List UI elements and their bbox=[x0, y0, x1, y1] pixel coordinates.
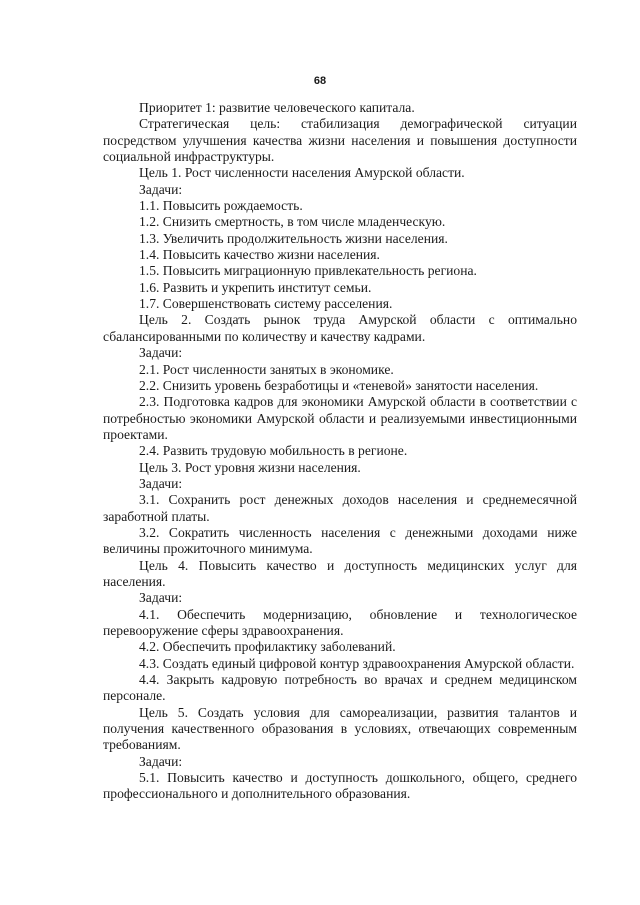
task-1-2: 1.2. Снизить смертность, в том числе младенческую. bbox=[139, 214, 446, 230]
tasks-label: Задачи: bbox=[139, 181, 183, 197]
strategic-goal: Стратегическая цель: стабилизация демографической ситуации посредством улучшения качества жизни населения и повышения доступности социальной инфраструктуры. bbox=[103, 116, 577, 165]
task-4-4: 4.4. Закрыть кадровую потребность во врачах и среднем медицинском персонале. bbox=[103, 672, 577, 704]
task-1-3: 1.3. Увеличить продолжительность жизни населения. bbox=[139, 230, 448, 246]
page-number: 68 bbox=[313, 75, 327, 87]
task-4-2: 4.2. Обеспечить профилактику заболеваний. bbox=[139, 639, 396, 655]
task-1-7: 1.7. Совершенствовать систему расселения. bbox=[139, 296, 393, 312]
task-4-1: 4.1. Обеспечить модернизацию, обновление и технологическое перевооружение сферы здравоохранения. bbox=[103, 606, 577, 638]
priority-heading: Приоритет 1: развитие человеческого капитала. bbox=[139, 100, 415, 115]
document-body bbox=[103, 100, 577, 803]
task-3-2: 3.2. Сократить численность населения с денежными доходами ниже величины прожиточного минимума. bbox=[103, 524, 577, 557]
tasks-label: Задачи: bbox=[139, 590, 183, 606]
task-1-4: 1.4. Повысить качество жизни населения. bbox=[139, 247, 380, 263]
goal-1: Цель 1. Рост численности населения Амурской области. bbox=[139, 165, 465, 181]
tasks-label: Задачи: bbox=[139, 753, 183, 769]
goal-3: Цель 3. Рост уровня жизни населения. bbox=[139, 459, 361, 475]
task-5-1: 5.1. Повысить качество и доступность дошкольного, общего, среднего профессионального и дополнительного образования. bbox=[103, 770, 577, 802]
task-1-6: 1.6. Развить и укрепить институт семьи. bbox=[139, 279, 372, 295]
task-4-3: 4.3. Создать единый цифровой контур здравоохранения Амурской области. bbox=[139, 655, 575, 671]
task-2-4: 2.4. Развить трудовую мобильность в регионе. bbox=[139, 443, 408, 459]
tasks-label: Задачи: bbox=[139, 345, 183, 361]
goal-5: Цель 5. Создать условия для самореализации, развития талантов и получения качественного образования в условиях, отвечающих современным требованиям. bbox=[103, 704, 577, 753]
goal-2: Цель 2. Создать рынок труда Амурской области с оптимально сбалансированными по количеству и качеству кадрами. bbox=[103, 312, 577, 344]
task-1-5: 1.5. Повысить миграционную привлекательность региона. bbox=[139, 263, 477, 279]
task-2-1: 2.1. Рост численности занятых в экономике. bbox=[139, 361, 394, 377]
goal-4: Цель 4. Повысить качество и доступность медицинских услуг для населения. bbox=[103, 557, 577, 589]
task-3-1: 3.1. Сохранить рост денежных доходов населения и среднемесячной заработной платы. bbox=[103, 492, 577, 524]
task-1-1: 1.1. Повысить рождаемость. bbox=[139, 198, 303, 214]
task-2-2: 2.2. Снизить уровень безработицы и «теневой» занятости населения. bbox=[139, 377, 539, 393]
task-2-3: 2.3. Подготовка кадров для экономики Амурской области в соответствии с потребностью экономики Амурской области и реализуемыми инвестиционными проектами. bbox=[103, 394, 577, 442]
tasks-label: Задачи: bbox=[139, 475, 183, 491]
